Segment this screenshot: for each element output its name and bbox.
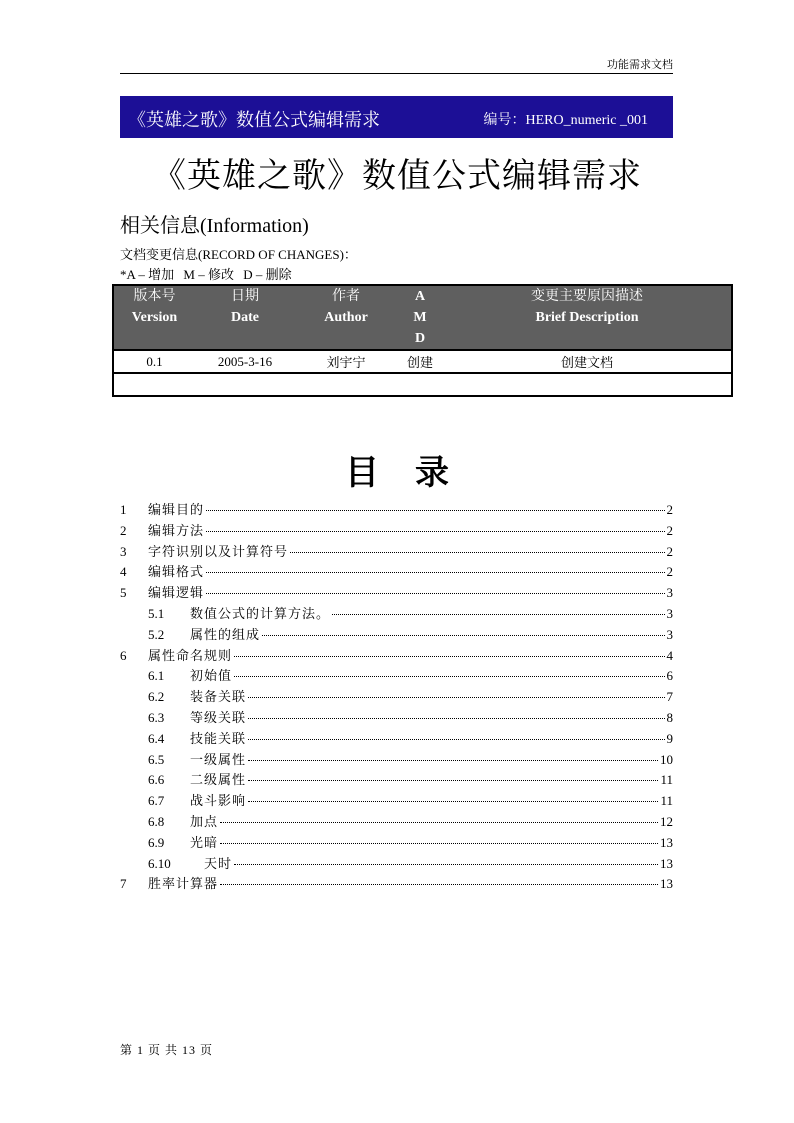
toc-entry[interactable] bbox=[120, 520, 673, 541]
toc-dot-leader bbox=[248, 739, 664, 740]
toc-entry[interactable] bbox=[120, 603, 673, 624]
toc-entry-title: 属性的组成 bbox=[190, 626, 261, 642]
toc-entry-title: 编辑逻辑 bbox=[148, 585, 205, 601]
cell-description bbox=[443, 373, 732, 396]
toc-dot-leader bbox=[262, 635, 664, 636]
cell-date bbox=[195, 373, 295, 396]
toc-entry-page: 3 bbox=[666, 605, 673, 621]
toc-entry[interactable] bbox=[120, 624, 673, 645]
toc-dot-leader bbox=[206, 531, 664, 532]
toc-entry[interactable] bbox=[120, 541, 673, 562]
toc-entry-number: 6.10 bbox=[148, 855, 171, 871]
header-date: 日期 Date bbox=[195, 285, 295, 350]
toc-entry-number: 5 bbox=[120, 585, 127, 601]
toc-dot-leader bbox=[234, 676, 664, 677]
toc-dot-leader bbox=[332, 614, 664, 615]
header-amd: A M D bbox=[397, 285, 443, 350]
toc-entry[interactable] bbox=[120, 582, 673, 603]
toc-dot-leader bbox=[220, 843, 658, 844]
header-rule bbox=[120, 73, 673, 74]
toc-dot-leader bbox=[248, 760, 658, 761]
document-title: 《英雄之歌》数值公式编辑需求 bbox=[152, 156, 642, 196]
change-type-legend bbox=[120, 264, 298, 283]
toc-entry-title: 等级关联 bbox=[190, 709, 247, 725]
toc-entry-page: 6 bbox=[666, 668, 673, 684]
toc-entry-page: 13 bbox=[660, 855, 673, 871]
toc-entry-page: 2 bbox=[666, 543, 673, 559]
toc-entry-title: 编辑目的 bbox=[148, 502, 205, 517]
toc-entry-page: 4 bbox=[666, 647, 673, 663]
toc-entry-title: 胜率计算器 bbox=[148, 876, 219, 892]
toc-entry-title: 装备关联 bbox=[190, 689, 247, 705]
title-banner bbox=[120, 96, 673, 138]
toc-entry[interactable] bbox=[120, 499, 673, 520]
table-row bbox=[113, 350, 732, 373]
table-of-contents bbox=[120, 499, 673, 894]
toc-entry-page: 13 bbox=[660, 876, 673, 892]
toc-entry-page: 12 bbox=[660, 813, 673, 829]
toc-entry[interactable] bbox=[120, 728, 673, 749]
toc-entry-number: 2 bbox=[120, 522, 127, 538]
toc-dot-leader bbox=[220, 822, 658, 823]
toc-entry-title: 属性命名规则 bbox=[148, 647, 233, 663]
toc-entry[interactable] bbox=[120, 790, 673, 811]
toc-dot-leader bbox=[248, 801, 658, 802]
toc-entry-page: 11 bbox=[660, 793, 673, 809]
record-of-changes-label: 文档变更信息(RECORD OF CHANGES)： bbox=[120, 247, 357, 262]
toc-entry-title: 光暗 bbox=[190, 834, 219, 850]
table-row bbox=[113, 373, 732, 396]
toc-title: 目录 bbox=[345, 453, 485, 493]
toc-entry[interactable] bbox=[120, 873, 673, 894]
toc-entry-number: 7 bbox=[120, 876, 127, 892]
toc-entry-page: 3 bbox=[666, 626, 673, 642]
toc-entry-page: 2 bbox=[666, 502, 673, 517]
toc-entry-number: 6.6 bbox=[148, 772, 165, 788]
toc-entry-number: 6 bbox=[120, 647, 127, 663]
toc-entry-page: 11 bbox=[660, 772, 673, 788]
toc-dot-leader bbox=[206, 510, 664, 511]
toc-entry-page: 8 bbox=[666, 709, 673, 725]
document-code: 编号：HERO_numeric _001 bbox=[483, 113, 648, 128]
section-heading-information: 相关信息(Information) bbox=[120, 215, 309, 237]
toc-entry-number: 1 bbox=[120, 502, 127, 517]
toc-entry[interactable] bbox=[120, 832, 673, 853]
toc-entry[interactable] bbox=[120, 561, 673, 582]
toc-entry-title: 字符识别以及计算符号 bbox=[148, 543, 289, 559]
toc-entry-page: 2 bbox=[666, 564, 673, 580]
toc-entry[interactable] bbox=[120, 769, 673, 790]
cell-version: 0.1 bbox=[113, 350, 195, 373]
toc-entry-number: 6.1 bbox=[148, 668, 165, 684]
cell-author bbox=[295, 373, 397, 396]
legend-delete: D – 删除 bbox=[243, 267, 292, 282]
toc-entry-title: 初始值 bbox=[190, 668, 233, 684]
toc-entry-number: 6.8 bbox=[148, 813, 165, 829]
toc-entry-title: 二级属性 bbox=[190, 772, 247, 788]
cell-author: 刘宇宁 bbox=[295, 350, 397, 373]
toc-dot-leader bbox=[234, 656, 664, 657]
header-version: 版本号 Version bbox=[113, 285, 195, 350]
page-footer: 第 1 页 共 13 页 bbox=[120, 1043, 214, 1057]
toc-dot-leader bbox=[248, 697, 664, 698]
cell-description: 创建文档 bbox=[443, 350, 732, 373]
toc-entry-number: 6.9 bbox=[148, 834, 165, 850]
toc-entry-number: 5.2 bbox=[148, 626, 165, 642]
toc-entry-title: 战斗影响 bbox=[190, 793, 247, 809]
header-brief-description: 变更主要原因描述 Brief Description bbox=[443, 285, 732, 350]
toc-dot-leader bbox=[206, 572, 664, 573]
banner-title: 《英雄之歌》数值公式编辑需求 bbox=[128, 110, 380, 131]
legend-add: *A – 增加 bbox=[120, 267, 175, 282]
toc-entry-page: 13 bbox=[660, 834, 673, 850]
table-header-row bbox=[113, 285, 732, 350]
cell-amd bbox=[397, 373, 443, 396]
toc-dot-leader bbox=[248, 780, 658, 781]
toc-entry[interactable] bbox=[120, 645, 673, 666]
toc-entry-page: 2 bbox=[666, 522, 673, 538]
toc-entry-page: 9 bbox=[666, 730, 673, 746]
toc-entry-title: 编辑格式 bbox=[148, 564, 205, 580]
toc-entry[interactable] bbox=[120, 665, 673, 686]
toc-entry-title: 技能关联 bbox=[190, 730, 247, 746]
toc-entry-number: 6.5 bbox=[148, 751, 165, 767]
toc-entry-title: 天时 bbox=[204, 855, 233, 871]
toc-entry-page: 7 bbox=[666, 689, 673, 705]
toc-dot-leader bbox=[234, 864, 658, 865]
toc-entry-page: 3 bbox=[666, 585, 673, 601]
toc-entry-number: 6.7 bbox=[148, 793, 165, 809]
record-of-changes-table bbox=[112, 284, 733, 397]
toc-entry[interactable] bbox=[120, 707, 673, 728]
toc-entry[interactable] bbox=[120, 749, 673, 770]
toc-entry-number: 6.4 bbox=[148, 730, 165, 746]
header-author: 作者 Author bbox=[295, 285, 397, 350]
cell-amd: 创建 bbox=[397, 350, 443, 373]
toc-entry-number: 3 bbox=[120, 543, 127, 559]
toc-entry-title: 一级属性 bbox=[190, 751, 247, 767]
cell-version bbox=[113, 373, 195, 396]
toc-entry-page: 10 bbox=[660, 751, 673, 767]
toc-entry[interactable] bbox=[120, 686, 673, 707]
toc-entry-number: 6.2 bbox=[148, 689, 165, 705]
toc-entry-number: 6.3 bbox=[148, 709, 165, 725]
running-header: 功能需求文档 bbox=[607, 59, 673, 71]
toc-entry-title: 数值公式的计算方法。 bbox=[190, 605, 331, 621]
toc-dot-leader bbox=[290, 552, 664, 553]
toc-entry[interactable] bbox=[120, 811, 673, 832]
toc-dot-leader bbox=[206, 593, 664, 594]
toc-dot-leader bbox=[220, 884, 658, 885]
toc-entry-number: 4 bbox=[120, 564, 127, 580]
toc-entry-number: 5.1 bbox=[148, 605, 165, 621]
toc-entry[interactable] bbox=[120, 853, 673, 874]
toc-dot-leader bbox=[248, 718, 664, 719]
toc-entry-title: 编辑方法 bbox=[148, 522, 205, 538]
legend-modify: M – 修改 bbox=[183, 267, 234, 282]
cell-date: 2005-3-16 bbox=[195, 350, 295, 373]
toc-entry-title: 加点 bbox=[190, 813, 219, 829]
